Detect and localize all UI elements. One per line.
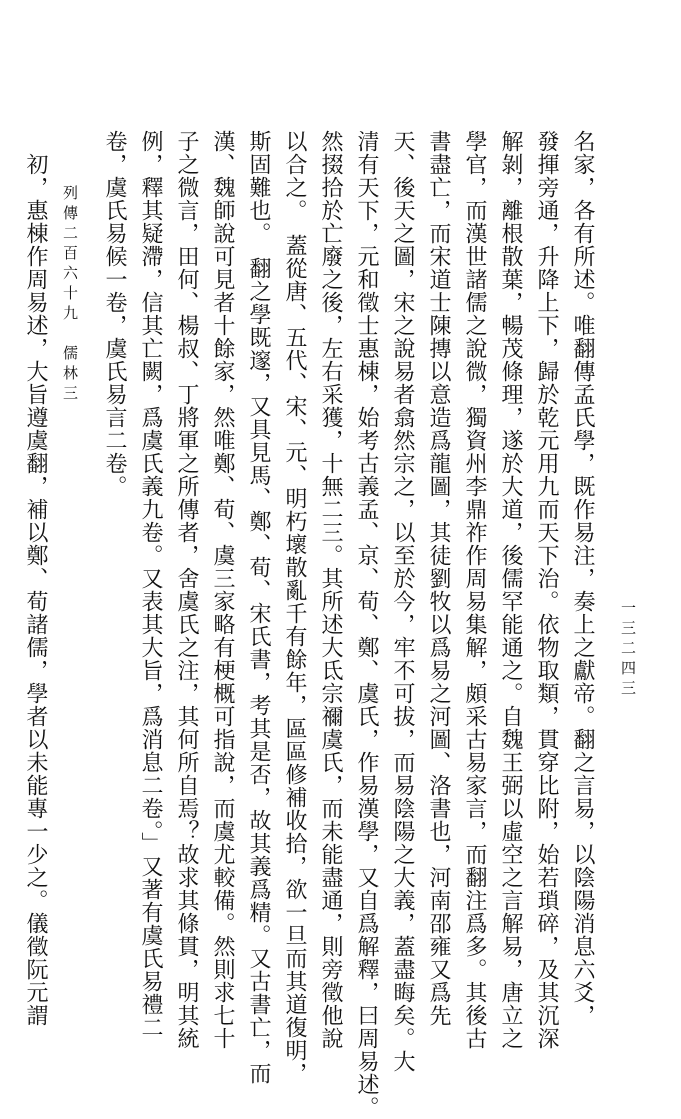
text-column-8: 然掇拾於亡廢之後，左右采獲，十無二三。其所述大氐宗禰虞氏，而未能盡通，則旁徵他說	[318, 130, 343, 1050]
text-column-7: 清有天下，元和徵士惠棟，始考古義孟、京、荀、鄭、虞氏，作易漢學，又自爲解釋，曰周易述。	[354, 130, 379, 1119]
text-column-12: 子之微言，田何、楊叔、丁將軍之所傳者，舍虞氏之注，其何所自焉？故求其條貫，明其統	[174, 130, 199, 1050]
text-column-10: 斯固難也。 翻之學既邃，又具見馬、鄭、荀、宋氏書，考其是否，故其義爲精。又古書亡，而	[246, 130, 271, 1085]
text-column-11: 漢、魏師說可見者十餘家，然唯鄭、荀、虞三家略有梗概可指說，而虞尤較備。然則求七十	[210, 130, 235, 1050]
running-head: 列傳二百六十九 儒林三	[61, 185, 79, 405]
text-column-1: 名家，各有所述。唯翻傳孟氏學，既作易注，奏上之獻帝。翻之言易，以陰陽消息六爻，	[570, 130, 595, 1027]
text-column-14: 卷，虞氏易候一卷，虞氏易言二卷。	[102, 130, 127, 498]
folio-page-number: 一三二四三	[619, 600, 637, 700]
text-column-13: 例，釋其疑滯，信其亡闕，爲虞氏義九卷。又表其大旨，爲消息二卷。」又著有虞氏易禮二	[138, 130, 163, 1039]
text-column-5: 書盡亡，而宋道士陳摶以意造爲龍圖，其徒劉牧以爲易之河圖、洛書也，河南邵雍又爲先	[426, 130, 451, 1027]
text-column-3: 解剝，離根散葉，暢茂條理，遂於大道，後儒罕能通之。自魏王弼以虛空之言解易，唐立之	[498, 130, 523, 1050]
text-column-15: 初，惠棟作周易述，大旨遵虞翻，補以鄭、荀諸儒，學者以未能專一少之。儀徵阮元謂	[23, 130, 48, 1027]
text-column-9: 以合之。 蓋從唐、五代、宋、元、明朽壞散亂千有餘年，區區修補收拾，欲一旦而其道復明，	[282, 130, 307, 1085]
text-column-4: 學官，而漢世諸儒之說微，獨資州李鼎祚作周易集解，頗采古易家言，而翻注爲多。其後古	[462, 130, 487, 1050]
text-column-2: 發揮旁通，升降上下，歸於乾元用九而天下治。依物取類，貫穿比附，始若瑣碎，及其沉深	[534, 130, 559, 1050]
text-column-6: 天、後天之圖，宋之說易者翕然宗之，以至於今，牢不可拔，而易陰陽之大義，蓋盡晦矣。大	[390, 130, 415, 1073]
